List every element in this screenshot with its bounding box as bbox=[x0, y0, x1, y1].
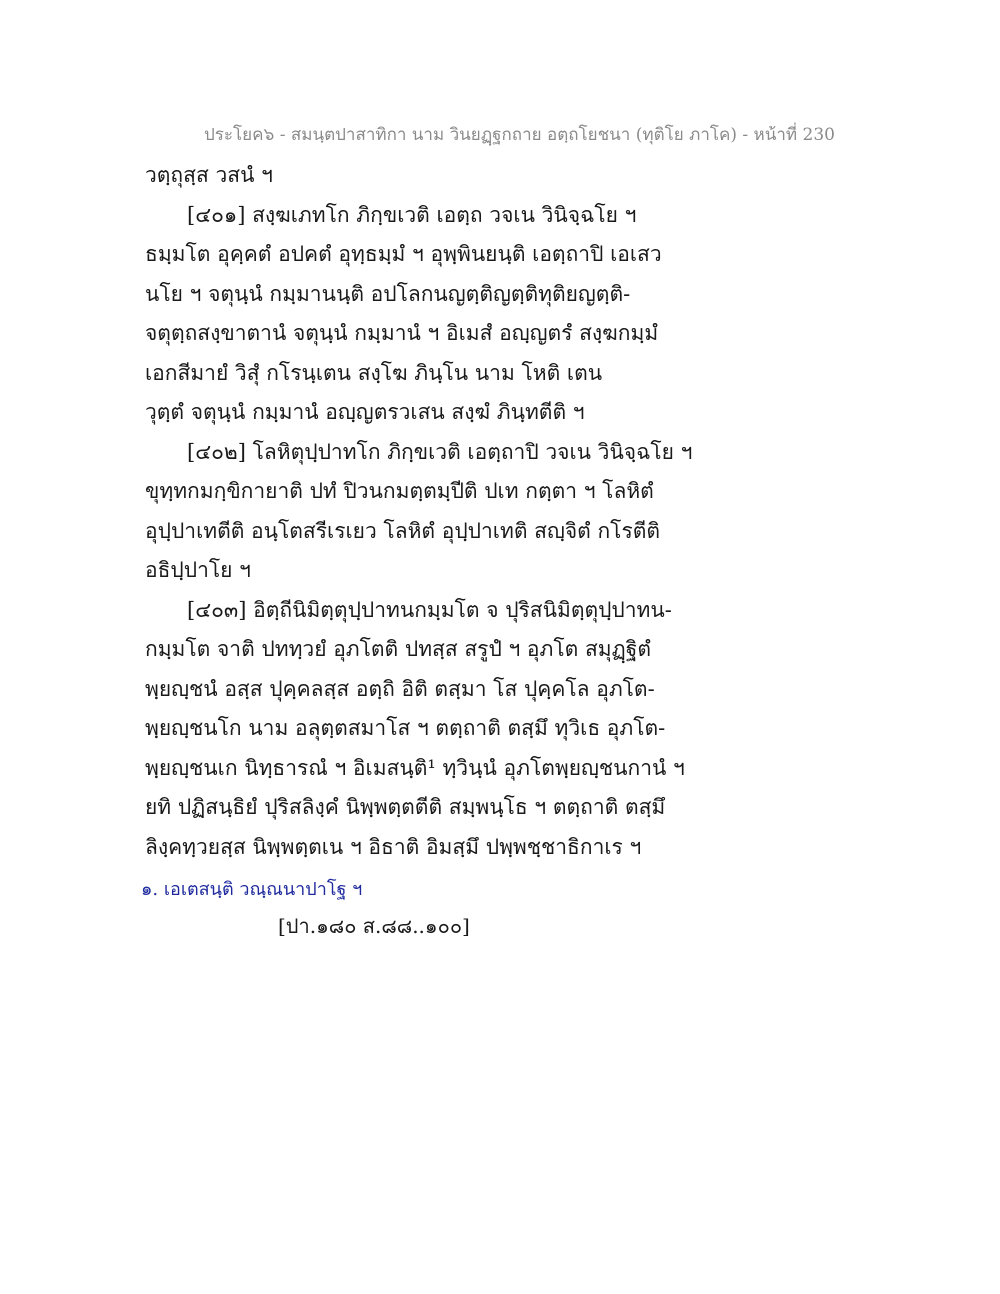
text-line: อธิปฺปาโย ฯ bbox=[145, 558, 251, 582]
footnote: ๑. เอเตสนฺติ วณฺณนาปาโฐ ฯ bbox=[141, 879, 363, 900]
body-text bbox=[145, 160, 845, 871]
paragraph-401-start: [๔๐๑] สงฺฆเภทโก ภิกฺขเวติ เอตฺถ วจเน วินิจฺฉโย ฯ bbox=[187, 202, 637, 227]
text-line: วุตฺตํ จตุนฺนํ กมฺมานํ อญฺญตรวเสน สงฺฆํ ภินฺทตีติ ฯ bbox=[145, 400, 585, 424]
text-line: กมฺมโต จาติ ปททฺวยํ อุภโตติ ปทสฺส สรูปํ ฯ อุภโต สมุฏฺฐิตํ bbox=[145, 637, 651, 661]
paragraph-403-start: [๔๐๓] อิตฺถีนิมิตฺตุปฺปาทนกมฺมโต จ ปุริสนิมิตฺตุปฺปาทน- bbox=[187, 597, 672, 622]
running-header: ประโยค๖ - สมนฺตปาสาทิกา นาม วินยฏฺฐกถาย อตฺถโยชนา (ทุติโย ภาโค) - หน้าที่ 230 bbox=[204, 125, 835, 145]
text-line: พฺยญฺชนเก นิทฺธารณํ ฯ อิเมสนฺติ¹ ทฺวินฺนํ อุภโตพฺยญฺชนกานํ ฯ bbox=[145, 755, 685, 780]
text-line: จตุตฺถสงฺขาตานํ จตุนฺนํ กมฺมานํ ฯ อิเมสํ อญฺญตรํ สงฺฆกมฺมํ bbox=[145, 321, 659, 345]
text-line: อุปฺปาเทตีติ อนฺโตสรีเรเยว โลหิตํ อุปฺปาเทติ สญฺจิตํ กโรตีติ bbox=[145, 518, 661, 543]
text-line: ธมฺมโต อุคฺคตํ อปคตํ อุทฺธมฺมํ ฯ อุพฺพินยนฺติ เอตฺถาปิ เอเสว bbox=[145, 242, 662, 266]
text-line: วตฺถุสฺส วสนํ ฯ bbox=[145, 163, 273, 187]
text-line: พฺยญฺชนํ อสฺส ปุคฺคลสฺส อตฺถิ อิติ ตสฺมา โส ปุคฺคโล อุภโต- bbox=[145, 676, 655, 701]
text-line: ยทิ ปฏิสนฺธิยํ ปุริสลิงฺคํ นิพฺพตฺตตีติ สมฺพนฺโธ ฯ ตตฺถาติ ตสฺมึ bbox=[145, 795, 666, 819]
paragraph-402-start: [๔๐๒] โลหิตุปฺปาทโก ภิกฺขเวติ เอตฺถาปิ วจเน วินิจฺฉโย ฯ bbox=[187, 439, 693, 464]
text-line: นโย ฯ จตุนฺนํ กมฺมานนฺติ อปโลกนญตฺติญตฺติทุติยญตฺติ- bbox=[145, 281, 631, 306]
text-line: เอกสีมายํ วิสุํ กโรนฺเตน สงฺโฆ ภินฺโน นาม โหติ เตน bbox=[145, 360, 603, 385]
text-line: ลิงฺคทฺวยสฺส นิพฺพตฺตเน ฯ อิธาติ อิมสฺมึ ปพฺพชฺชาธิกาเร ฯ bbox=[145, 834, 642, 859]
page-reference: [ปา.๑๘๐ ส.๘๘..๑๐๐] bbox=[278, 914, 470, 938]
text-line: ขุทฺทกมกฺขิกายาติ ปทํ ปิวนกมตฺตมฺปีติ ปเท กตฺตา ฯ โลหิตํ bbox=[145, 479, 654, 503]
text-line: พฺยญฺชนโก นาม อลุตฺตสมาโส ฯ ตตฺถาติ ตสฺมึ ทุวิเธ อุภโต- bbox=[145, 716, 666, 740]
